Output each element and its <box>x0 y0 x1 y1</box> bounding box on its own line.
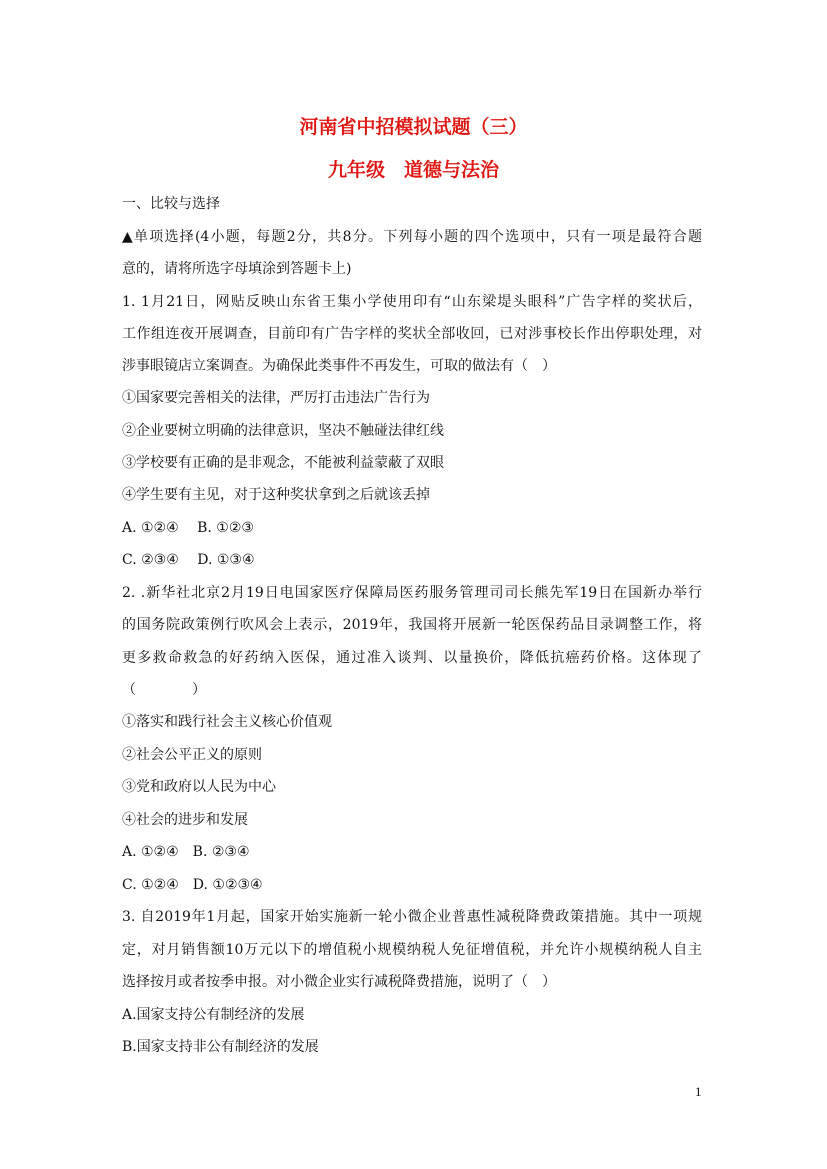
q2-stem-line-1: 2. .新华社北京2月19日电国家医疗保障局医药服务管理司司长熊先军19日在国新办举行 <box>122 585 702 601</box>
q2-choices-ab: A. ①②④ B. ②③④ <box>122 844 250 860</box>
q2-stem-line-4: （ ） <box>122 682 206 698</box>
section-heading: 一、比较与选择 <box>122 196 220 212</box>
q2-option-2: ②社会公平正义的原则 <box>122 747 262 763</box>
page-subtitle: 九年级 道德与法治 <box>327 159 499 181</box>
q1-option-3: ③学校要有正确的是非观念，不能被利益蒙蔽了双眼 <box>122 455 444 471</box>
page-title: 河南省中招模拟试题（三） <box>299 116 528 138</box>
q3-stem-line-2: 定，对月销售额10万元以下的增值税小规模纳税人免征增值税，并允许小规模纳税人自主 <box>122 942 702 958</box>
q2-stem-line-2: 的国务院政策例行吹风会上表示，2019年，我国将开展新一轮医保药品目录调整工作，将 <box>122 617 702 633</box>
q3-option-b: B.国家支持非公有制经济的发展 <box>122 1039 319 1055</box>
q1-stem-line-3: 涉事眼镜店立案调查。为确保此类事件不再发生，可取的做法有（ ） <box>122 358 556 374</box>
q1-stem-line-1: 1. 1月21日，网贴反映山东省王集小学使用印有“山东梁堤头眼科”广告字样的奖状后， <box>122 294 702 310</box>
q1-choices-ab: A. ①②④ B. ①②③ <box>122 520 254 536</box>
q3-option-a: A.国家支持公有制经济的发展 <box>122 1007 305 1023</box>
q3-stem-line-1: 3. 自2019年1月起，国家开始实施新一轮小微企业普惠性减税降费政策措施。其中一项规 <box>122 909 702 925</box>
q1-stem-line-2: 工作组连夜开展调查，目前印有广告字样的奖状全部收回，已对涉事校长作出停职处理，对 <box>122 326 702 342</box>
instruction-line-1: ▲单项选择(4小题，每题2分，共8分。下列每小题的四个选项中，只有一项是最符合题 <box>122 229 702 245</box>
q2-stem-line-3: 更多救命救急的好药纳入医保，通过准入谈判、以量换价，降低抗癌药价格。这体现了 <box>122 650 702 666</box>
page-number: 1 <box>695 1084 702 1099</box>
q2-option-3: ③党和政府以人民为中心 <box>122 779 276 795</box>
q3-stem-line-3: 选择按月或者按季申报。对小微企业实行减税降费措施，说明了（ ） <box>122 974 556 990</box>
q2-choices-cd: C. ①②④ D. ①②③④ <box>122 877 263 893</box>
q2-option-4: ④社会的进步和发展 <box>122 812 248 828</box>
q1-option-2: ②企业要树立明确的法律意识，坚决不触碰法律红线 <box>122 423 444 439</box>
q1-option-4: ④学生要有主见，对于这种奖状拿到之后就该丢掉 <box>122 487 430 503</box>
q1-choices-cd: C. ②③④ D. ①③④ <box>122 552 255 568</box>
q2-option-1: ①落实和践行社会主义核心价值观 <box>122 714 332 730</box>
instruction-line-2: 意的，请将所选字母填涂到答题卡上) <box>122 261 352 277</box>
q1-option-1: ①国家要完善相关的法律，严厉打击违法广告行为 <box>122 390 430 406</box>
